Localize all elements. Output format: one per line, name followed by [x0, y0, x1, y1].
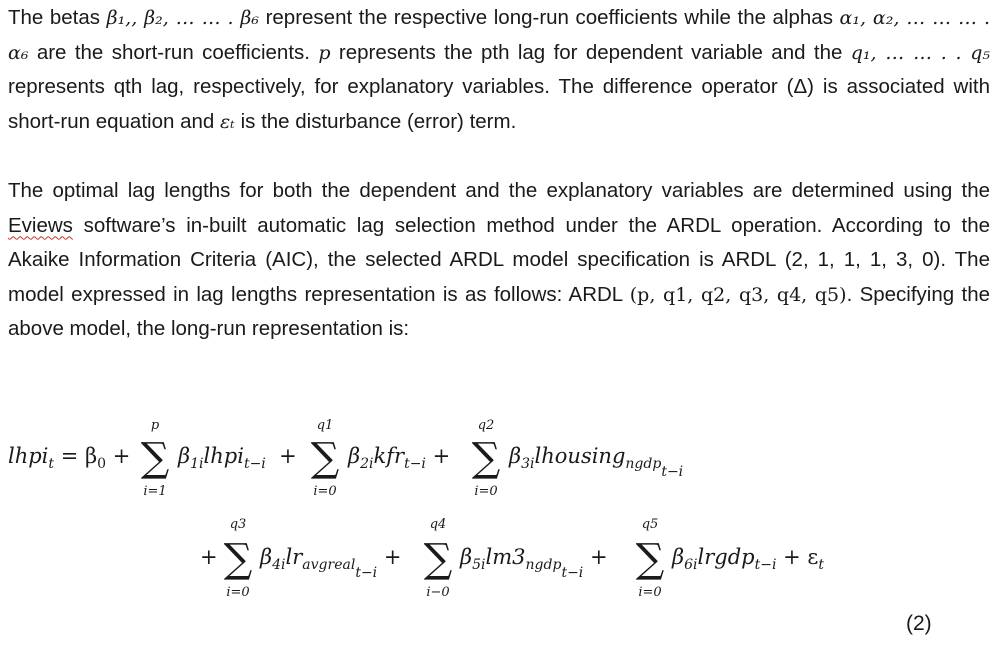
eq-plus: +	[200, 545, 218, 569]
paragraph-coefficients	[8, 1, 990, 139]
sum6-lower: i=0	[638, 585, 662, 600]
sum5-lower: i−0	[426, 585, 450, 600]
text: are the short-run coefficients.	[28, 40, 319, 64]
sum-symbol-3: ∑	[471, 435, 501, 481]
sum-symbol-6: ∑	[635, 536, 665, 582]
text: The optimal lag lengths for both the dependent and the explanatory variables are determined using the	[8, 179, 990, 202]
eq-term-4: $\beta_{4i}lr_{avgrealt-i}$ +	[260, 545, 402, 582]
alphas-math: α₁, α₂, … … … . α₆	[8, 7, 990, 64]
eq-lhs: lhpi$_t$ = $\beta_0$ +	[8, 444, 131, 473]
text: The betas	[8, 6, 107, 29]
sum5-upper: q4	[429, 517, 447, 532]
eq-term-1: $\beta_{1i}lhpi_{t-i}$ +	[178, 444, 297, 473]
sum4-lower: i=0	[226, 585, 250, 600]
text: represent the respective long-run coefficients while the alphas	[259, 6, 840, 29]
sum1-lower: i=1	[143, 484, 167, 499]
eq-term-5: $\beta_{5i}lm3_{ngdpt-i}$ +	[460, 545, 608, 582]
equation-number: (2)	[906, 612, 932, 635]
sum-symbol-4: ∑	[223, 536, 253, 582]
sum2-upper: q1	[316, 418, 334, 433]
q-math: q₁, … … . . q₅	[850, 41, 991, 64]
p-math: p	[318, 41, 331, 64]
epsilon-math: εₜ	[219, 110, 235, 133]
sum3-upper: q2	[477, 418, 495, 433]
sum6-upper: q5	[641, 517, 659, 532]
text: represents the pth lag for dependent variable and the	[330, 40, 851, 64]
sum3-lower: i=0	[474, 484, 498, 499]
sum-symbol-5: ∑	[423, 536, 453, 582]
text: software’s in-built automatic lag selection method under the ARDL operation. According to the Akaike Information Criteria (AIC), the selected ARDL model specification is ARDL (2, 1, 1, 1, 3, 0). The model expressed in lag lengths representation is as follows: ARDL	[8, 213, 990, 306]
betas-math: β₁,, β₂, … … . β₆	[106, 7, 260, 29]
eq-term-6: $\beta_{6i}lrgdp_{t-i} + \varepsilon_t$	[672, 545, 824, 574]
text: is the disturbance (error) term.	[234, 109, 517, 133]
lags-math: (p, q1, q2, q3, q4, q5)	[629, 283, 847, 306]
text: represents qth lag, respectively, for explanatory variables. The difference operator (Δ) is associated with short-run equation and	[8, 75, 990, 133]
text: . Specifying the above model, the long-run representation is:	[8, 282, 990, 340]
sum-symbol-1: ∑	[140, 435, 170, 481]
paragraph-lag-selection	[8, 174, 990, 347]
eq-term-3: $\beta_{3i}lhousing_{ngdpt-i}$	[509, 444, 684, 481]
sum2-lower: i=0	[313, 484, 337, 499]
eq-term-2: $\beta_{2i}kfr_{t-i}$ +	[348, 444, 451, 473]
sum4-upper: q3	[229, 517, 247, 532]
sum-symbol-2: ∑	[310, 435, 340, 481]
spellcheck-word-eviews[interactable]: Eviews	[8, 213, 73, 237]
sum1-upper: p	[150, 418, 160, 433]
